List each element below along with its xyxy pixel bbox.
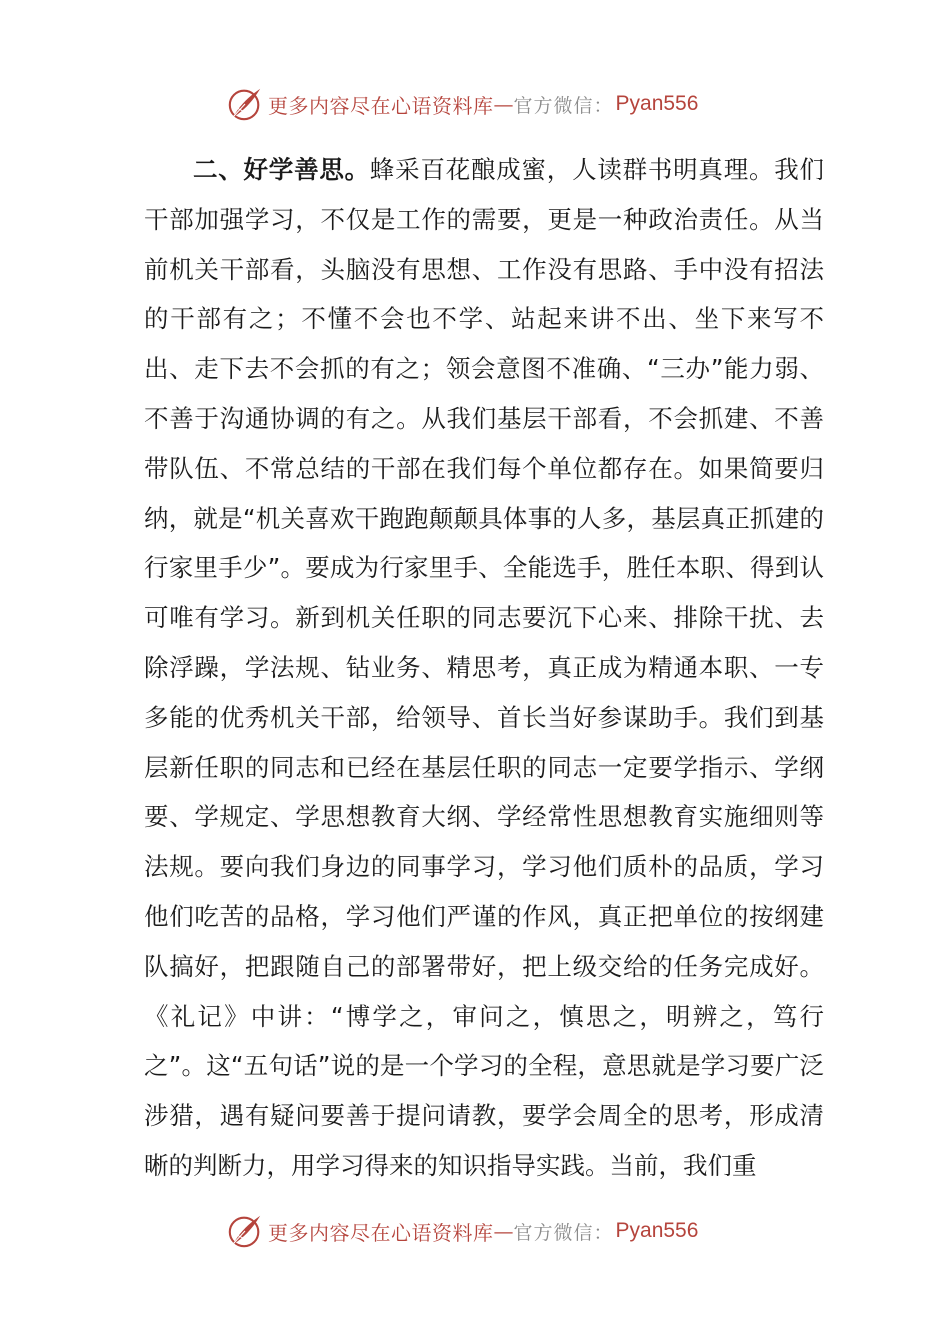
header-banner <box>226 84 698 124</box>
body-paragraph <box>144 145 824 1191</box>
banner-wechat-label: 官方微信： <box>513 1221 614 1244</box>
banner-separator: — <box>493 92 514 116</box>
paragraph-text: 蜂采百花酿成蜜，人读群书明真理。我们干部加强学习，不仅是工作的需要，更是一种政治责任。从当前机关干部看，头脑没有思想、工作没有思路、手中没有招法的干部有之；不懂不会也不学、站起来讲不出、坐下来写不出、走下去不会抓的有之；领会意图不准确、“三办”能力弱、不善于沟通协调的有之。从我们基层干部看，不会抓建、不善带队伍、不常总结的干部在我们每个单位都存在。如果简要归纳，就是“机关喜欢干跑跑颠颠具体事的人多，基层真正抓建的行家里手少”。要成为行家里手、全能选手，胜任本职、得到认可唯有学习。新到机关任职的同志要沉下心来、排除干扰、去除浮躁，学法规、钻业务、精思考，真正成为精通本职、一专多能的优秀机关干部，给领导、首长当好参谋助手。我们到基层新任职的同志和已经在基层任职的同志一定要学指示、学纲要、学规定、学思想教育大纲、学经常性思想教育实施细则等法规。要向我们身边的同事学习，学习他们质朴的品质，学习他们吃苦的品格，学习他们严谨的作风，真正把单位的按纲建队搞好，把跟随自己的部署带好，把上级交给的任务完成好。《礼记》中讲：“博学之，审问之，慎思之，明辨之，笃行之”。这“五句话”说的是一个学习的全程，意思就是学习要广泛涉猎，遇有疑问要善于提问请教，要学会周全的思考，形成清晰的判断力，用学习得来的知识指导实践。当前，我们重 <box>144 155 825 1180</box>
quill-pen-logo-icon <box>226 1212 264 1250</box>
quill-pen-logo-icon <box>226 85 264 123</box>
banner-wechat-id: Pyan556 <box>615 1219 699 1242</box>
section-lead: 二、好学善思。 <box>193 155 370 184</box>
banner-slogan: 更多内容尽在心语资料库 <box>268 1220 494 1245</box>
banner-wechat-id: Pyan556 <box>615 92 699 115</box>
banner-slogan: 更多内容尽在心语资料库 <box>268 93 494 118</box>
footer-banner <box>226 1211 698 1251</box>
banner-wechat-label: 官方微信： <box>513 94 614 117</box>
banner-separator: — <box>493 1219 514 1243</box>
